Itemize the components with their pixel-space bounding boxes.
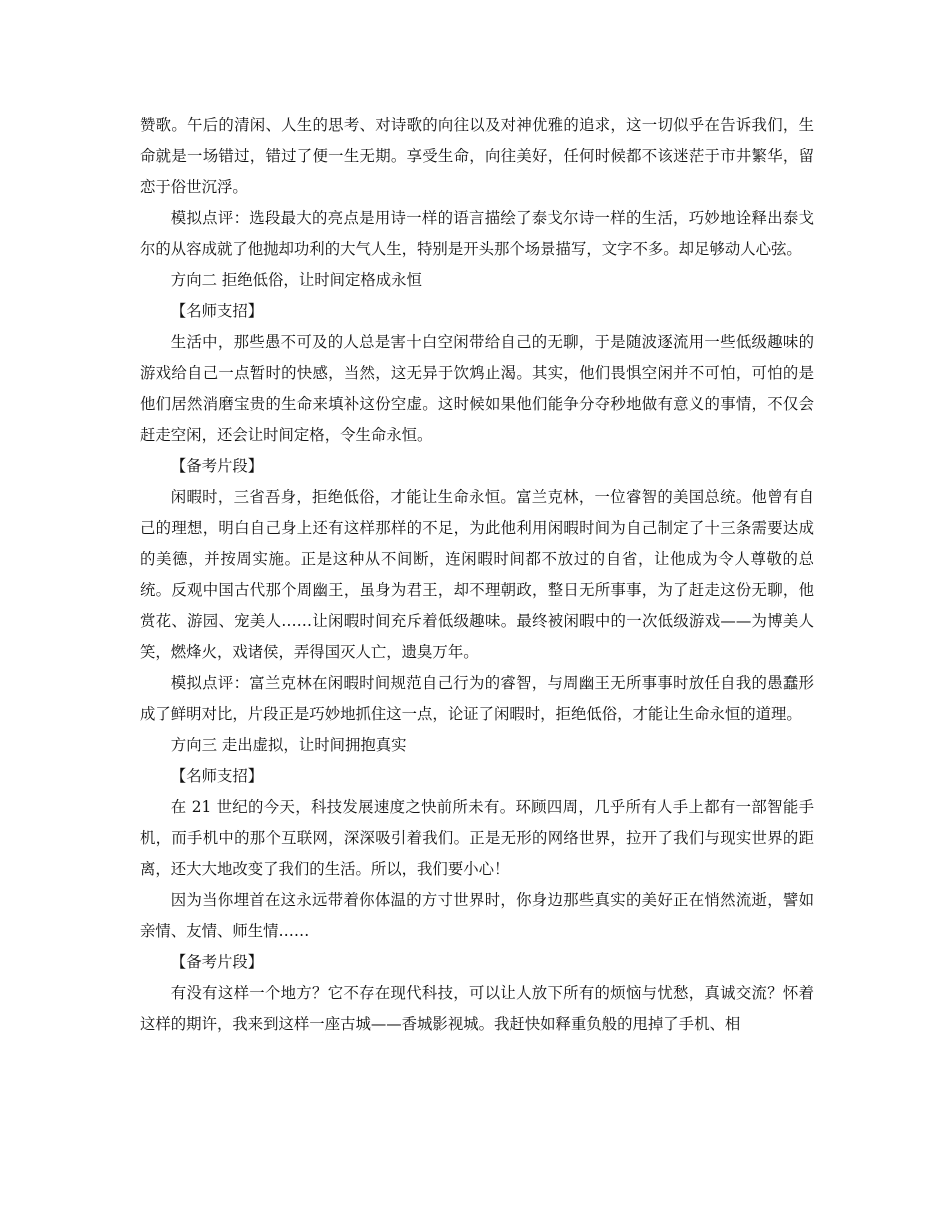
paragraph-commentary-2: 模拟点评：富兰克林在闲暇时间规范自己行为的睿智，与周幽王无所事事时放任自我的愚蠢形成了鲜明对比，片段正是巧妙地抓住这一点，论证了闲暇时，拒绝低俗，才能让生命永恒的道理。: [140, 674, 814, 723]
paragraph-tips-2: 在 21 世纪的今天，科技发展速度之快前所未有。环顾四周，几乎所有人手上都有一部智能手机，而手机中的那个互联网，深深吸引着我们。正是无形的网络世界，拉开了我们与现实世界的距离，还大大地改变了我们的生活。所以，我们要小心！: [140, 798, 814, 878]
paragraph-continuation: 赞歌。午后的清闲、人生的思考、对诗歌的向往以及对神优雅的追求，这一切似乎在告诉我们，生命就是一场错过，错过了便一生无期。享受生命，向往美好，任何时候都不该迷茫于市井繁华，留恋于俗世沉浮。: [140, 116, 814, 196]
subheading-teacher-tips-2: 【名师支招】: [170, 767, 264, 785]
paragraph-commentary-1: 模拟点评：选段最大的亮点是用诗一样的语言描绘了泰戈尔诗一样的生活，巧妙地诠释出泰戈尔的从容成就了他抛却功利的大气人生，特别是开头那个场景描写，文字不多。却足够动人心弦。: [140, 209, 814, 258]
paragraph-excerpt-2: 有没有这样一个地方？它不存在现代科技，可以让人放下所有的烦恼与忧愁，真诚交流？怀着这样的期许，我来到这样一座古城——香城影视城。我赶快如释重负般的甩掉了手机、相: [140, 984, 814, 1033]
section-heading-direction-2: 方向二 拒绝低俗，让时间定格成永恒: [170, 271, 422, 289]
subheading-teacher-tips-1: 【名师支招】: [170, 302, 264, 320]
document-body: [140, 110, 814, 1040]
paragraph-excerpt-1: 闲暇时，三省吾身，拒绝低俗，才能让生命永恒。富兰克林，一位睿智的美国总统。他曾有自己的理想，明白自己身上还有这样那样的不足，为此他利用闲暇时间为自己制定了十三条需要达成的美德，并按周实施。正是这种从不间断，连闲暇时间都不放过的自省，让他成为令人尊敬的总统。反观中国古代那个周幽王，虽身为君王，却不理朝政，整日无所事事，为了赶走这份无聊，他赏花、游园、宠美人……让闲暇时间充斥着低级趣味。最终被闲暇中的一次低级游戏——为博美人笑，燃烽火，戏诸侯，弄得国灭人亡，遗臭万年。: [140, 488, 814, 661]
paragraph-tips-1: 生活中，那些愚不可及的人总是害十白空闲带给自己的无聊，于是随波逐流用一些低级趣味的游戏给自己一点暂时的快感，当然，这无异于饮鸩止渴。其实，他们畏惧空闲并不可怕，可怕的是他们居然消磨宝贵的生命来填补这份空虚。这时候如果他们能争分夺秒地做有意义的事情，不仅会赶走空闲，还会让时间定格，令生命永恒。: [140, 333, 814, 444]
subheading-exam-excerpt-2: 【备考片段】: [170, 953, 264, 971]
paragraph-tips-3: 因为当你埋首在这永远带着你体温的方寸世界时，你身边那些真实的美好正在悄然流逝，譬如亲情、友情、师生情……: [140, 891, 814, 940]
subheading-exam-excerpt-1: 【备考片段】: [170, 457, 264, 475]
section-heading-direction-3: 方向三 走出虚拟，让时间拥抱真实: [170, 736, 407, 754]
